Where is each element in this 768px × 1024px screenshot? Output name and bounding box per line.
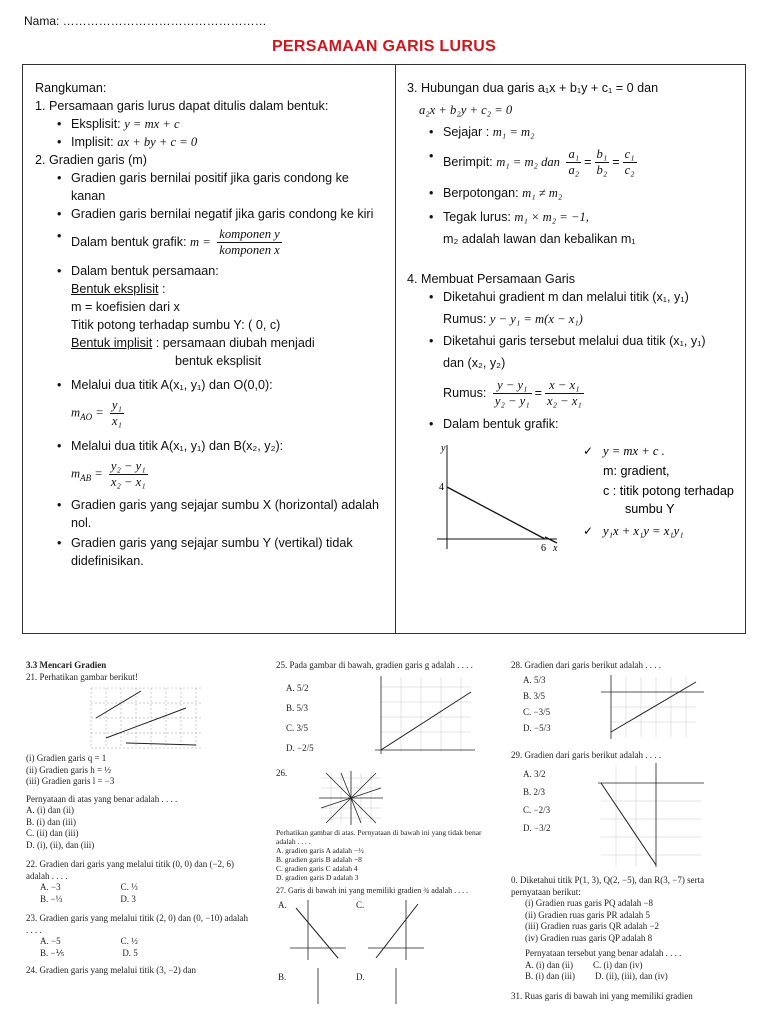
q22-row1 xyxy=(26,882,251,894)
rumus-1-label: Rumus: xyxy=(443,312,487,326)
m-ao-den: x₁ xyxy=(111,414,122,428)
known-gradient: • Diketahui gradient m dan melalui titik (x₁, y₁) xyxy=(407,288,737,306)
q26-text: Perhatikan gambar di atas. Pernyataan di bawah ini yang tidak benar adalah . . . . xyxy=(276,827,482,846)
q23-row1 xyxy=(26,936,251,948)
q29-d[interactable]: D. −3/2 xyxy=(523,823,551,833)
q21: 21. Perhatikan gambar berikut! xyxy=(26,671,138,682)
perp-note: m₂ adalah lawan dan kebalikan m₁ xyxy=(443,232,636,246)
q25-c[interactable]: C. 3/5 xyxy=(286,722,309,733)
q29-b[interactable]: B. 2/3 xyxy=(523,787,546,797)
q25-graph xyxy=(371,672,481,764)
m-ab-num: y₂ − y₁ xyxy=(110,459,146,473)
worksheet-col-3 xyxy=(511,660,716,1002)
perp-label: Tegak lurus: xyxy=(443,210,511,224)
q30-b[interactable]: B. (i) dan (iii) xyxy=(525,971,575,981)
q30-a[interactable]: A. (i) dan (ii) xyxy=(525,959,573,970)
q22-b[interactable]: B. −⅓ xyxy=(40,893,63,904)
q23-c[interactable]: C. ½ xyxy=(120,936,138,946)
q26-a[interactable]: A. gradien garis A adalah −½ xyxy=(276,845,364,855)
m-ao-sub: AO xyxy=(80,411,93,422)
worksheet-col-2 xyxy=(276,660,491,1004)
q30-c[interactable]: C. (i) dan (iv) xyxy=(592,959,643,970)
rumus-1 xyxy=(407,310,737,328)
graph-y-label: y xyxy=(441,443,446,454)
q30-i: (i) Gradien ruas garis PQ adalah −8 xyxy=(525,898,654,908)
frac-c-num: c₁ xyxy=(624,147,635,161)
q22-d[interactable]: D. 3 xyxy=(120,893,136,904)
q29-block xyxy=(511,761,716,869)
graph-numerator: komponen y xyxy=(219,227,280,241)
item-4: 4. Membuat Persamaan Garis xyxy=(407,272,575,286)
q30-ii: (ii) Gradien ruas garis PR adalah 5 xyxy=(525,909,650,920)
explicit-colon: : xyxy=(158,282,166,296)
implicit-form xyxy=(35,133,385,151)
q25: 25. Pada gambar di bawah, gradien garis g adalah . . . . xyxy=(276,660,473,670)
q29-graph xyxy=(596,761,706,869)
intercept-graph xyxy=(407,439,737,569)
q29-a[interactable]: A. 3/2 xyxy=(523,769,546,779)
graph-line xyxy=(447,487,545,539)
q27-a[interactable]: A. xyxy=(278,899,287,910)
parallel xyxy=(407,123,737,141)
intersect-formula: m₁ ≠ m₂ xyxy=(522,186,563,200)
q30: 0. Diketahui titik P(1, 3), Q(2, −5), dan R(3, −7) serta pernyataan berikut: xyxy=(511,875,705,897)
q25-a[interactable]: A. 5/2 xyxy=(286,682,309,693)
coincide: • Berimpit: m₁ = m₂ dan $\frac{\text{a₁}}{\text{a₂}}$ = $\frac{\text{b₁}}{\text{b₂}}$ = $\frac{\text{c₁}}{\text{c₂}}$ xyxy=(407,147,737,178)
q28-a[interactable]: A. 5/3 xyxy=(523,674,546,685)
q26-c[interactable]: C. gradien garis C adalah 4 xyxy=(276,863,358,873)
item-1: 1. Persamaan garis lurus dapat ditulis dalam bentuk: xyxy=(35,99,329,113)
explicit-m: m = koefisien dari x xyxy=(71,300,180,314)
implicit-heading: Bentuk implisit xyxy=(71,336,153,350)
q23-row2 xyxy=(26,948,251,960)
q21-i: (i) Gradien garis q = 1 xyxy=(26,753,107,763)
explicit-heading: Bentuk eksplisit xyxy=(71,282,159,296)
q22-c[interactable]: C. ⅓ xyxy=(120,882,138,892)
equation-form: • Dalam bentuk persamaan: xyxy=(35,262,385,280)
graph-denominator: komponen x xyxy=(219,243,280,257)
q21-ii: (ii) Gradien garis h = ½ xyxy=(26,764,112,775)
m-ab-fraction xyxy=(109,459,148,490)
known-two-points: • Diketahui garis tersebut melalui dua titik (x₁, y₁) xyxy=(407,332,737,350)
coincide-frac-c xyxy=(623,147,637,178)
graph-m-label: m: gradient, xyxy=(603,464,670,478)
coincide-formula: m₁ = m₂ dan xyxy=(496,154,560,169)
column-divider xyxy=(395,65,396,633)
graph-c-label: c : titik potong terhadap xyxy=(603,484,734,498)
frac-c-den: c₂ xyxy=(624,163,635,177)
through-a-o: • Melalui dua titik A(x₁, y₁) dan O(0,0): xyxy=(35,376,385,394)
section-title: 3.3 Mencari Gradien xyxy=(26,660,107,670)
q27-b-graph xyxy=(288,966,348,1006)
q27: 27. Garis di bawah ini yang memiliki gradien ¾ adalah . . . . xyxy=(276,885,469,895)
q28-block xyxy=(511,672,716,742)
q24: 24. Gradien garis yang melalui titik (3, −2) dan xyxy=(26,965,197,975)
q25-d[interactable]: D. −2/5 xyxy=(286,742,314,753)
m-ao-num: y₁ xyxy=(111,398,122,412)
line-g xyxy=(381,692,471,750)
q30-row2 xyxy=(511,971,716,983)
q21-stmt: Pernyataan di atas yang benar adalah . . . . xyxy=(26,793,178,804)
implicit-formula: ax + by + c = 0 xyxy=(117,135,198,149)
q21-iii: (iii) Gradien garis l = −3 xyxy=(26,776,115,786)
q27-b[interactable]: B. xyxy=(278,971,287,982)
summary-heading: Rangkuman: xyxy=(35,81,107,95)
q23-d[interactable]: D. 5 xyxy=(122,947,138,958)
known-two-points-b: dan (x₂, y₂) xyxy=(443,356,506,370)
graph-c-label-2: sumbu Y xyxy=(625,502,675,516)
q30-d[interactable]: D. (ii), (iii), dan (iv) xyxy=(595,971,668,981)
summary-right-column xyxy=(407,79,737,569)
implicit-form-heading xyxy=(35,334,385,352)
q23: 23. Gradien garis yang melalui titik (2, 0) dan (0, −10) adalah . . . . xyxy=(26,913,249,935)
q26-graph xyxy=(316,768,386,826)
q26-block xyxy=(276,768,491,828)
graph-x-label: x xyxy=(553,543,558,554)
graph-m: m = xyxy=(190,234,211,249)
graph-form-label: Dalam bentuk grafik: xyxy=(71,234,187,249)
q31: 31. Ruas garis di bawah ini yang memiliki gradien xyxy=(511,990,693,1001)
implicit-text-2: bentuk eksplisit xyxy=(175,354,262,368)
rumus-2-den-r: x₂ − x₁ xyxy=(546,394,582,408)
q29-options xyxy=(523,765,551,837)
m-ao: m xyxy=(71,405,81,420)
q27-c-graph xyxy=(366,898,426,962)
m-ao-fraction xyxy=(110,398,124,429)
q30-row1 xyxy=(511,960,716,972)
check-icon: ✓ xyxy=(583,524,594,538)
q30-iii: (iii) Gradien ruas garis QR adalah −2 xyxy=(525,921,660,931)
m-ab: m xyxy=(71,466,81,481)
q27-d[interactable]: D. xyxy=(356,971,365,982)
rumus-2-left xyxy=(493,378,532,409)
graph-eq: y = mx + c . xyxy=(603,444,665,458)
rumus-2-label: Rumus: xyxy=(443,385,487,400)
q29: 29. Gradien dari garis berikut adalah . . . . xyxy=(511,749,661,760)
coincide-frac-a xyxy=(566,147,581,178)
summary-left-column xyxy=(35,79,385,570)
q25-options xyxy=(286,678,314,758)
through-a-b: • Melalui dua titik A(x₁, y₁) dan B(x₂, y₂): xyxy=(35,437,385,455)
q28-graph xyxy=(596,672,706,742)
item-3-line2: a₂x + b₂y + c₂ = 0 xyxy=(419,103,513,117)
rumus-1-formula: y − y₁ = m(x − x₁) xyxy=(489,312,583,326)
parallel-label: Sejajar : xyxy=(443,125,490,139)
q21-c[interactable]: C. (ii) dan (iii) xyxy=(26,828,79,838)
q25-b[interactable]: B. 5/3 xyxy=(286,702,309,713)
rumus-2-num-l: y − y₁ xyxy=(493,378,532,394)
graph-fraction xyxy=(217,227,282,258)
q30-stmt: Pernyataan tersebut yang benar adalah . . . . xyxy=(525,948,682,958)
q29-c[interactable]: C. −2/3 xyxy=(523,805,551,815)
intersect-label: Berpotongan: xyxy=(443,186,519,200)
q26: 26. xyxy=(276,767,288,778)
graph-4-label: 4 xyxy=(439,482,444,493)
parallel-formula: m₁ = m₂ xyxy=(492,125,535,139)
graph-6-label: 6 xyxy=(541,543,546,554)
q26-b[interactable]: B. gradien garis B adalah −8 xyxy=(276,854,362,864)
graph-form xyxy=(35,227,385,258)
name-field-label: Nama: …………………………………………… xyxy=(24,14,267,28)
graph-eq-2: y₁x + x₁y = x₁y₁ xyxy=(603,524,684,538)
explicit-label: Eksplisit: xyxy=(71,117,121,131)
coincide-frac-b xyxy=(595,147,610,178)
q25-block xyxy=(276,672,491,764)
m-ab-den: x₂ − x₁ xyxy=(110,475,146,489)
q21-d[interactable]: D. (i), (ii), dan (iii) xyxy=(26,839,95,850)
q29-line xyxy=(601,783,656,865)
frac-b-num: b₁ xyxy=(596,147,608,161)
intersect xyxy=(407,184,737,202)
q21-grid-figure xyxy=(86,683,206,753)
horizontal-gradient: • Gradien garis yang sejajar sumbu X (horizontal) adalah nol. xyxy=(35,496,385,532)
rumus-2-den-l: y₂ − y₁ xyxy=(494,394,530,408)
implicit-label: Implisit: xyxy=(71,135,114,149)
q28: 28. Gradien dari garis berikut adalah . . . . xyxy=(511,660,661,670)
q22-a[interactable]: A. −3 xyxy=(40,882,61,892)
q28-options xyxy=(523,672,551,736)
q28-d[interactable]: D. −5/3 xyxy=(523,722,551,733)
frac-a-den: a₂ xyxy=(568,163,580,177)
page-title: PERSAMAAN GARIS LURUS xyxy=(271,38,497,55)
q23-b[interactable]: B. −⅕ xyxy=(40,947,65,958)
m-ab-sub: AB xyxy=(80,472,92,483)
graph-form-right: • Dalam bentuk grafik: xyxy=(407,415,737,433)
perp-formula: m₁ × m₂ = −1, xyxy=(514,210,589,224)
m-ab-formula: $m_{AB}$ = $\frac{\text{y₂ − y₁}}{\text{x₂ − x₁}}$ xyxy=(71,459,146,489)
rumus-2-num-r: x − x₁ xyxy=(545,378,584,394)
q21-a[interactable]: A. (i) dan (ii) xyxy=(26,805,74,815)
q27-a-graph xyxy=(288,898,348,962)
explicit-intercept: Titik potong terhadap sumbu Y: ( 0, c) xyxy=(71,318,281,332)
q21-b[interactable]: B. (i) dan (iii) xyxy=(26,816,76,827)
q26-d[interactable]: D. gradien garis D adalah 3 xyxy=(276,872,359,882)
item-3: 3. Hubungan dua garis a₁x + b₁y + c₁ = 0 dan xyxy=(407,81,659,95)
implicit-text: : persamaan diubah menjadi xyxy=(152,336,315,350)
line-q xyxy=(96,691,141,718)
q23-a[interactable]: A. −5 xyxy=(40,936,61,946)
item-2: 2. Gradien garis (m) xyxy=(35,153,147,167)
q27-d-graph xyxy=(366,966,426,1006)
summary-box xyxy=(22,64,746,634)
q22: 22. Gradien dari garis yang melalui titik (0, 0) dan (−2, 6) adalah . . . . xyxy=(26,859,235,881)
gradient-positive: • Gradien garis bernilai positif jika garis condong ke kanan xyxy=(35,169,385,205)
q28-b[interactable]: B. 3/5 xyxy=(523,690,546,701)
frac-b-den: b₂ xyxy=(596,163,608,177)
coincide-label: Berimpit: xyxy=(443,154,493,169)
q27-c[interactable]: C. xyxy=(356,899,365,910)
explicit-formula: y = mx + c xyxy=(124,117,180,131)
line-l xyxy=(126,743,196,745)
frac-a-num: a₁ xyxy=(568,147,580,161)
q22-row2 xyxy=(26,894,251,906)
perpendicular xyxy=(407,208,737,226)
q30-iv: (iv) Gradien ruas garis QP adalah 8 xyxy=(525,932,653,943)
line-h xyxy=(106,708,186,738)
q27-graphs xyxy=(276,896,491,1004)
explicit-form-heading xyxy=(35,280,385,298)
vertical-gradient: • Gradien garis yang sejajar sumbu Y (vertikal) tidak didefinisikan. xyxy=(35,534,385,570)
check-icon: ✓ xyxy=(583,444,594,458)
rumus-2: Rumus: $\frac{\text{y − y₁}}{\text{y₂ − y₁}}$ = $\frac{\text{x − x₁}}{\text{x₂ − x₁}}$ xyxy=(443,378,582,408)
worksheet-section xyxy=(26,660,716,1024)
explicit-form xyxy=(35,115,385,133)
q28-c[interactable]: C. −3/5 xyxy=(523,706,551,717)
rumus-2-right xyxy=(545,378,584,409)
m-ao-formula: $m_{AO}$ = $\frac{\text{y₁}}{\text{x₁}}$ xyxy=(71,398,122,428)
worksheet-col-1 xyxy=(26,660,251,977)
gradient-negative: • Gradien garis bernilai negatif jika garis condong ke kiri xyxy=(35,205,385,223)
